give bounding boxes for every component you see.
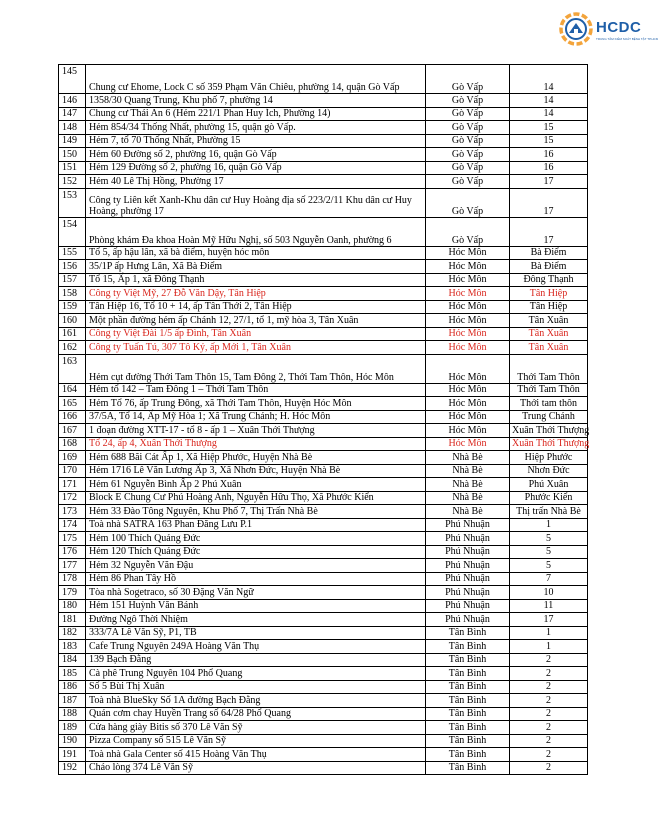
row-district: Hóc Môn (426, 341, 510, 355)
row-number: 191 (59, 748, 86, 762)
row-ward: Thới tam thôn (510, 397, 588, 411)
row-number: 175 (59, 532, 86, 546)
row-number: 170 (59, 464, 86, 478)
row-ward: Thới Tam Thôn (510, 383, 588, 397)
table-row (59, 273, 588, 287)
row-number: 167 (59, 424, 86, 438)
row-ward: 10 (510, 586, 588, 600)
row-number: 156 (59, 260, 86, 274)
row-ward: 2 (510, 667, 588, 681)
table-row (59, 121, 588, 135)
table-row (59, 545, 588, 559)
location-table (58, 64, 588, 775)
row-district: Gò Vấp (426, 217, 510, 246)
row-ward: 1 (510, 640, 588, 654)
row-number: 179 (59, 586, 86, 600)
row-district: Hóc Môn (426, 246, 510, 260)
row-number: 182 (59, 626, 86, 640)
row-address: Hẻm 151 Huỳnh Văn Bánh (86, 599, 426, 613)
row-ward: Tân Hiệp (510, 300, 588, 314)
row-ward: Phú Xuân (510, 478, 588, 492)
row-address: Hẻm 40 Lê Thị Hồng, Phường 17 (86, 175, 426, 189)
table-row (59, 613, 588, 627)
row-district: Phú Nhuận (426, 518, 510, 532)
row-ward: Xuân Thới Thượng (510, 424, 588, 438)
row-district: Nhà Bè (426, 505, 510, 519)
table-row (59, 518, 588, 532)
table-row (59, 491, 588, 505)
table-row (59, 134, 588, 148)
row-district: Gò Vấp (426, 161, 510, 175)
row-ward: Tân Xuân (510, 327, 588, 341)
row-number: 165 (59, 397, 86, 411)
table-row (59, 640, 588, 654)
row-address: 1 đoạn đường XTT-17 - tổ 8 - ấp 1 – Xuân Thới Thượng (86, 424, 426, 438)
table-row (59, 314, 588, 328)
row-number: 153 (59, 188, 86, 217)
row-number: 189 (59, 721, 86, 735)
row-district: Gò Vấp (426, 94, 510, 108)
table-row (59, 505, 588, 519)
row-district: Tân Bình (426, 748, 510, 762)
row-number: 151 (59, 161, 86, 175)
row-ward: 15 (510, 134, 588, 148)
row-ward: 5 (510, 559, 588, 573)
row-address: Công ty Việt Mỹ, 27 Đỗ Văn Dậy, Tân Hiệp (86, 287, 426, 301)
hcdc-emblem-icon (559, 12, 593, 46)
row-district: Gò Vấp (426, 121, 510, 135)
row-number: 161 (59, 327, 86, 341)
row-number: 155 (59, 246, 86, 260)
row-district: Tân Bình (426, 653, 510, 667)
row-number: 157 (59, 273, 86, 287)
row-ward: Thị trấn Nhà Bè (510, 505, 588, 519)
table-row (59, 653, 588, 667)
row-address: Công ty Tuấn Tú, 307 Tô Ký, ấp Mới 1, Tân Xuân (86, 341, 426, 355)
table-row (59, 721, 588, 735)
row-ward: 2 (510, 721, 588, 735)
table-row (59, 410, 588, 424)
row-address: Phòng khám Đa khoa Hoàn Mỹ Hữu Nghị, số 503 Nguyễn Oanh, phường 6 (86, 217, 426, 246)
table-row (59, 586, 588, 600)
row-address: Hẻm 688 Bãi Cát Ấp 1, Xã Hiệp Phước, Huyện Nhà Bè (86, 451, 426, 465)
table-row (59, 451, 588, 465)
row-ward: 16 (510, 161, 588, 175)
row-ward: 17 (510, 613, 588, 627)
row-address: Hẻm tổ 142 – Tam Đông 1 – Thới Tam Thôn (86, 383, 426, 397)
row-number: 183 (59, 640, 86, 654)
row-number: 177 (59, 559, 86, 573)
row-number: 149 (59, 134, 86, 148)
row-ward: 11 (510, 599, 588, 613)
row-ward: 15 (510, 121, 588, 135)
row-district: Gò Vấp (426, 65, 510, 94)
row-district: Hóc Môn (426, 314, 510, 328)
row-address: Quán cơm chay Huyền Trang số 64/28 Phổ Quang (86, 707, 426, 721)
row-number: 146 (59, 94, 86, 108)
row-district: Hóc Môn (426, 260, 510, 274)
row-address: Hẻm 100 Thích Quảng Đức (86, 532, 426, 546)
location-table-body (59, 65, 588, 775)
row-number: 158 (59, 287, 86, 301)
table-row (59, 327, 588, 341)
row-number: 171 (59, 478, 86, 492)
table-row (59, 464, 588, 478)
row-district: Nhà Bè (426, 451, 510, 465)
row-district: Phú Nhuận (426, 545, 510, 559)
row-district: Phú Nhuận (426, 613, 510, 627)
row-number: 184 (59, 653, 86, 667)
row-district: Gò Vấp (426, 148, 510, 162)
row-district: Tân Bình (426, 694, 510, 708)
row-district: Phú Nhuận (426, 572, 510, 586)
table-row (59, 246, 588, 260)
table-row (59, 383, 588, 397)
row-address: Hẻm cụt đường Thới Tam Thôn 15, Tam Đông 2, Thới Tam Thôn, Hóc Môn (86, 354, 426, 383)
table-row (59, 559, 588, 573)
row-ward: Nhơn Đức (510, 464, 588, 478)
row-address: Pizza Company số 515 Lê Văn Sỹ (86, 734, 426, 748)
row-address: 37/5A, Tổ 14, Ấp Mỹ Hòa 1; Xã Trung Chánh; H. Hóc Môn (86, 410, 426, 424)
row-number: 190 (59, 734, 86, 748)
row-ward: 2 (510, 748, 588, 762)
row-ward: Bà Điểm (510, 260, 588, 274)
table-row (59, 217, 588, 246)
row-district: Tân Bình (426, 667, 510, 681)
row-ward: Xuân Thới Thượng (510, 437, 588, 451)
row-address: Hẻm 32 Nguyễn Văn Đậu (86, 559, 426, 573)
table-row (59, 287, 588, 301)
row-district: Gò Vấp (426, 107, 510, 121)
row-number: 169 (59, 451, 86, 465)
row-ward: Đông Thạnh (510, 273, 588, 287)
table-row (59, 680, 588, 694)
row-ward: 5 (510, 532, 588, 546)
row-address: Hẻm 61 Nguyễn Bình Ấp 2 Phú Xuân (86, 478, 426, 492)
row-ward: Phước Kiển (510, 491, 588, 505)
row-ward: 1 (510, 626, 588, 640)
row-number: 148 (59, 121, 86, 135)
row-number: 181 (59, 613, 86, 627)
table-row (59, 188, 588, 217)
row-district: Hóc Môn (426, 397, 510, 411)
row-address: 1358/30 Quang Trung, Khu phố 7, phường 14 (86, 94, 426, 108)
row-address: Một phần đường hẻm ấp Chánh 12, 27/1, tổ 1, mỹ hòa 3, Tân Xuân (86, 314, 426, 328)
row-address: Hẻm 33 Đào Tông Nguyên, Khu Phố 7, Thị Trấn Nhà Bè (86, 505, 426, 519)
row-district: Tân Bình (426, 761, 510, 775)
row-ward: 1 (510, 518, 588, 532)
row-address: Tổ 15, Ấp 1, xã Đông Thạnh (86, 273, 426, 287)
hcdc-logo (559, 12, 658, 52)
row-district: Phú Nhuận (426, 599, 510, 613)
row-ward: 2 (510, 734, 588, 748)
table-row (59, 300, 588, 314)
row-ward: 14 (510, 107, 588, 121)
row-ward: Tân Hiệp (510, 287, 588, 301)
row-address: Cửa hàng giày Bitis số 370 Lê Văn Sỹ (86, 721, 426, 735)
row-address: Công ty Việt Đài 1/5 ấp Đình, Tân Xuân (86, 327, 426, 341)
table-row (59, 707, 588, 721)
row-ward: 5 (510, 545, 588, 559)
row-number: 150 (59, 148, 86, 162)
row-number: 159 (59, 300, 86, 314)
row-district: Phú Nhuận (426, 532, 510, 546)
row-ward: Bà Điểm (510, 246, 588, 260)
table-row (59, 148, 588, 162)
row-ward: Thới Tam Thôn (510, 354, 588, 383)
row-number: 166 (59, 410, 86, 424)
row-address: Toà nhà Gala Center số 415 Hoàng Văn Thụ (86, 748, 426, 762)
row-address: Cafe Trung Nguyên 249A Hoàng Văn Thụ (86, 640, 426, 654)
row-district: Tân Bình (426, 680, 510, 694)
table-row (59, 694, 588, 708)
table-row (59, 65, 588, 94)
row-address: Hẻm Tổ 76, ấp Trung Đông, xã Thới Tam Thôn, Huyện Hóc Môn (86, 397, 426, 411)
row-number: 160 (59, 314, 86, 328)
row-ward: Tân Xuân (510, 314, 588, 328)
row-district: Phú Nhuận (426, 559, 510, 573)
table-row (59, 175, 588, 189)
row-address: Tân Hiệp 16, Tổ 10 + 14, ấp Tân Thới 2, Tân Hiệp (86, 300, 426, 314)
row-ward: 2 (510, 707, 588, 721)
table-row (59, 572, 588, 586)
table-row (59, 626, 588, 640)
row-number: 178 (59, 572, 86, 586)
row-number: 164 (59, 383, 86, 397)
row-number: 145 (59, 65, 86, 94)
row-address: 35/1P ấp Hưng Lân, Xã Bà Điểm (86, 260, 426, 274)
row-address: Hẻm 854/34 Thống Nhất, phường 15, quận gò Vấp. (86, 121, 426, 135)
row-ward: Trung Chánh (510, 410, 588, 424)
row-address: Cháo lòng 374 Lê Văn Sỹ (86, 761, 426, 775)
table-row (59, 478, 588, 492)
row-district: Gò Vấp (426, 188, 510, 217)
table-row (59, 161, 588, 175)
row-district: Hóc Môn (426, 424, 510, 438)
table-row (59, 761, 588, 775)
table-row (59, 599, 588, 613)
row-district: Hóc Môn (426, 383, 510, 397)
row-number: 187 (59, 694, 86, 708)
row-district: Hóc Môn (426, 437, 510, 451)
row-district: Hóc Môn (426, 327, 510, 341)
row-district: Hóc Môn (426, 410, 510, 424)
row-number: 186 (59, 680, 86, 694)
table-row (59, 532, 588, 546)
table-row (59, 667, 588, 681)
row-number: 180 (59, 599, 86, 613)
row-address: Hẻm 7, tổ 70 Thống Nhất, Phường 15 (86, 134, 426, 148)
row-address: Chung cư Ehome, Lock C số 359 Phạm Văn Chiêu, phường 14, quận Gò Vấp (86, 65, 426, 94)
logo-text: HCDC (596, 19, 642, 36)
row-address: Cà phê Trung Nguyên 104 Phổ Quang (86, 667, 426, 681)
row-number: 163 (59, 354, 86, 383)
row-address: Toà nhà SATRA 163 Phan Đăng Lưu P.1 (86, 518, 426, 532)
table-row (59, 107, 588, 121)
row-district: Nhà Bè (426, 464, 510, 478)
row-address: Hẻm 60 Đường số 2, phường 16, quận Gò Vấp (86, 148, 426, 162)
row-ward: 14 (510, 65, 588, 94)
row-district: Hóc Môn (426, 273, 510, 287)
row-district: Nhà Bè (426, 478, 510, 492)
table-row (59, 424, 588, 438)
row-district: Gò Vấp (426, 175, 510, 189)
row-district: Phú Nhuận (426, 586, 510, 600)
row-district: Tân Bình (426, 734, 510, 748)
table-row (59, 354, 588, 383)
row-district: Tân Bình (426, 640, 510, 654)
row-district: Tân Bình (426, 626, 510, 640)
row-district: Tân Bình (426, 707, 510, 721)
row-district: Tân Bình (426, 721, 510, 735)
table-row (59, 341, 588, 355)
row-address: Block E Chung Cư Phú Hoàng Anh, Nguyễn Hữu Thọ, Xã Phước Kiển (86, 491, 426, 505)
row-number: 174 (59, 518, 86, 532)
row-ward: 2 (510, 653, 588, 667)
row-ward: Tân Xuân (510, 341, 588, 355)
row-address: Hẻm 1716 Lê Văn Lương Ấp 3, Xã Nhơn Đức, Huyện Nhà Bè (86, 464, 426, 478)
row-address: 333/7A Lê Văn Sỹ, P1, TB (86, 626, 426, 640)
row-ward: 2 (510, 761, 588, 775)
row-district: Hóc Môn (426, 287, 510, 301)
row-address: Hẻm 86 Phan Tây Hồ (86, 572, 426, 586)
row-ward: 2 (510, 694, 588, 708)
row-district: Hóc Môn (426, 354, 510, 383)
row-number: 185 (59, 667, 86, 681)
row-ward: 14 (510, 94, 588, 108)
row-address: Tổ 5, ấp hậu lân, xã bà điểm, huyện hóc môn (86, 246, 426, 260)
row-address: Tổ 24, ấp 4, Xuân Thới Thượng (86, 437, 426, 451)
row-number: 176 (59, 545, 86, 559)
row-number: 154 (59, 217, 86, 246)
row-number: 173 (59, 505, 86, 519)
row-number: 162 (59, 341, 86, 355)
row-ward: 17 (510, 217, 588, 246)
table-row (59, 260, 588, 274)
row-district: Nhà Bè (426, 491, 510, 505)
table-row (59, 734, 588, 748)
row-ward: 7 (510, 572, 588, 586)
row-address: Toà nhà BlueSky Số 1A đường Bạch Đằng (86, 694, 426, 708)
row-address: 139 Bạch Đằng (86, 653, 426, 667)
row-ward: 17 (510, 188, 588, 217)
row-district: Hóc Môn (426, 300, 510, 314)
row-address: Chung cư Thái An 6 (Hẻm 221/1 Phan Huy Ích, Phường 14) (86, 107, 426, 121)
row-ward: Hiệp Phước (510, 451, 588, 465)
row-address: Hẻm 129 Đường số 2, phường 16, quận Gò Vấp (86, 161, 426, 175)
row-number: 172 (59, 491, 86, 505)
row-number: 188 (59, 707, 86, 721)
row-ward: 16 (510, 148, 588, 162)
table-row (59, 437, 588, 451)
row-number: 192 (59, 761, 86, 775)
row-district: Gò Vấp (426, 134, 510, 148)
row-number: 147 (59, 107, 86, 121)
row-ward: 2 (510, 680, 588, 694)
logo-subtitle: TRUNG TÂM KIỂM SOÁT BỆNH TẬT TP.HCM (596, 37, 658, 41)
row-address: Đường Ngô Thời Nhiệm (86, 613, 426, 627)
table-row (59, 94, 588, 108)
row-address: Công ty Liên kết Xanh-Khu dân cư Huy Hoàng địa số 223/2/11 Khu dân cư Huy Hoàng, phường 17 (86, 188, 426, 217)
table-row (59, 397, 588, 411)
row-number: 152 (59, 175, 86, 189)
row-ward: 17 (510, 175, 588, 189)
table-row (59, 748, 588, 762)
row-address: Hẻm 120 Thích Quảng Đức (86, 545, 426, 559)
row-address: Số 5 Bùi Thị Xuân (86, 680, 426, 694)
row-number: 168 (59, 437, 86, 451)
row-address: Tòa nhà Sogetraco, số 30 Đặng Văn Ngữ (86, 586, 426, 600)
